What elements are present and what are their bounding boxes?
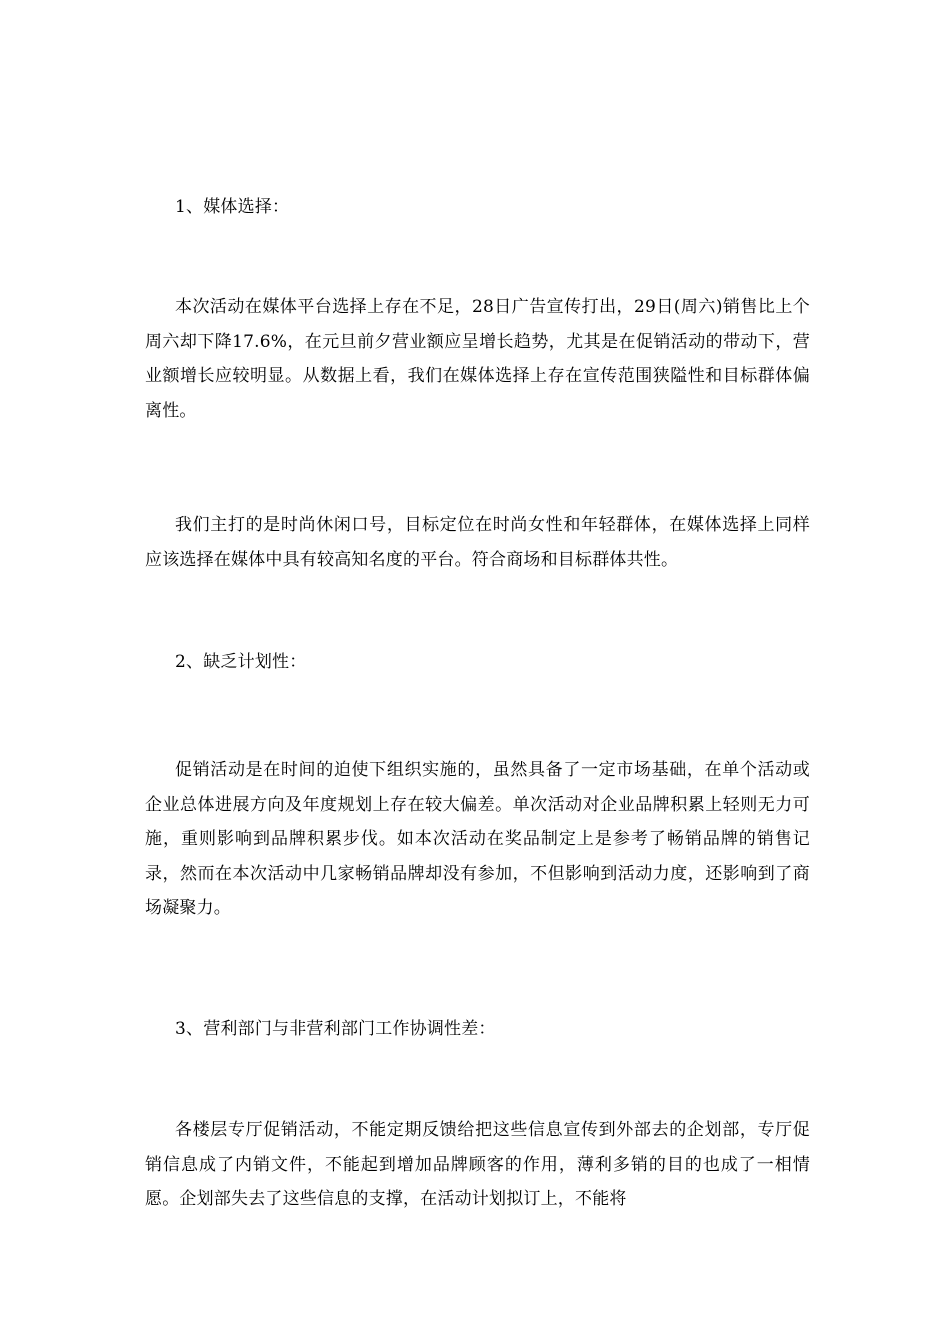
section-heading-department-coordination: 3、营利部门与非营利部门工作协调性差：	[175, 1019, 496, 1039]
paragraph-target-positioning: 我们主打的是时尚休闲口号，目标定位在时尚女性和年轻群体，在媒体选择上同样应该选择在媒体中具有较高知名度的平台。符合商场和目标群体共性。	[145, 515, 810, 570]
paragraph-floor-promotions: 各楼层专厅促销活动，不能定期反馈给把这些信息宣传到外部去的企划部，专厅促销信息成了内销文件，不能起到增加品牌顾客的作用，薄利多销的目的也成了一相情愿。企划部失去了这些信息的支撑，在活动计划拟订上，不能将	[145, 1120, 810, 1209]
section-heading-lack-of-planning: 2、缺乏计划性：	[175, 652, 307, 672]
paragraph-media-platform: 本次活动在媒体平台选择上存在不足，28日广告宣传打出，29日(周六)销售比上个周六却下降17.6%，在元旦前夕营业额应呈增长趋势，尤其是在促销活动的带动下，营业额增长应较明显。从数据上看，我们在媒体选择上存在宣传范围狭隘性和目标群体偏离性。	[145, 297, 810, 421]
section-heading-media-selection: 1、媒体选择：	[175, 197, 290, 217]
paragraph-promotion-planning: 促销活动是在时间的迫使下组织实施的，虽然具备了一定市场基础，在单个活动或企业总体进展方向及年度规划上存在较大偏差。单次活动对企业品牌积累上轻则无力可施，重则影响到品牌积累步伐。如本次活动在奖品制定上是参考了畅销品牌的销售记录，然而在本次活动中几家畅销品牌却没有参加，不但影响到活动力度，还影响到了商场凝聚力。	[145, 760, 810, 918]
